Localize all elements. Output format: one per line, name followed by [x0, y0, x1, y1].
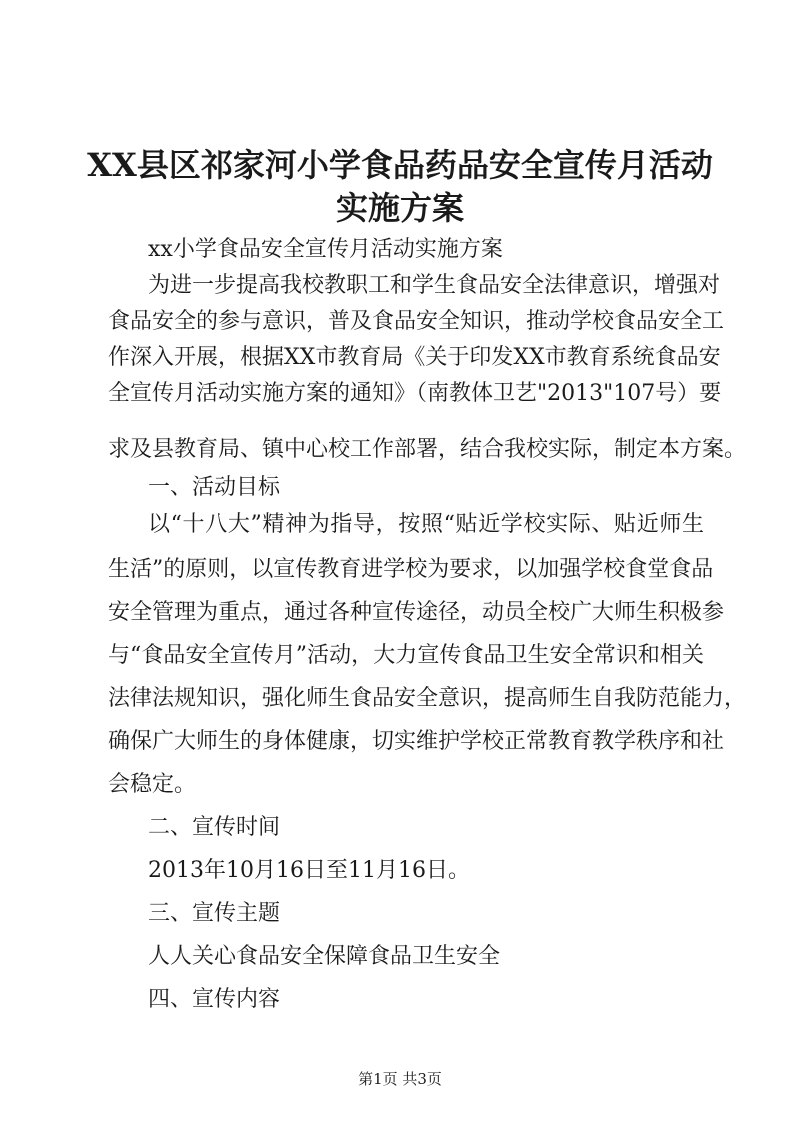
section-heading-content: 四、宣传内容: [148, 987, 281, 1012]
intro-line: 作深入开展，根据XX市教育局《关于印发XX市教育系统食品安: [108, 345, 721, 370]
goal-line: 确保广大师生的身体健康，切实维护学校正常教育教学秩序和社: [108, 729, 725, 754]
goal-line: 与“食品安全宣传月”活动，大力宣传食品卫生安全常识和相关: [108, 643, 704, 668]
section-heading-goal: 一、活动目标: [148, 475, 281, 500]
document-title-line-1: XX县区祁家河小学食品药品安全宣传月活动: [87, 146, 713, 184]
page-footer: 第1页 共3页: [358, 1070, 442, 1088]
time-text: 2013年10月16日至11月16日。: [148, 858, 470, 883]
intro-line: 求及县教育局、镇中心校工作部署，结合我校实际，制定本方案。: [108, 437, 747, 462]
intro-line: 全宣传月活动实施方案的通知》（南教体卫艺"2013"107号）要: [108, 381, 722, 406]
goal-line: 生活”的原则，以宣传教育进学校为要求，以加强学校食堂食品: [108, 557, 714, 582]
goal-line: 以“十八大”精神为指导，按照“贴近学校实际、贴近师生: [148, 512, 704, 537]
intro-line: 为进一步提高我校教职工和学生食品安全法律意识，增强对: [148, 273, 721, 298]
document-subtitle: xx小学食品安全宣传月活动实施方案: [148, 237, 503, 262]
goal-line: 会稳定。: [108, 772, 197, 797]
goal-line: 安全管理为重点，通过各种宣传途径，动员全校广大师生积极参: [108, 600, 725, 625]
intro-line: 食品安全的参与意识，普及食品安全知识，推动学校食品安全工: [108, 309, 725, 334]
section-heading-time: 二、宣传时间: [148, 815, 281, 840]
document-title-line-2: 实施方案: [335, 189, 464, 227]
theme-text: 人人关心食品安全保障食品卫生安全: [148, 944, 501, 969]
section-heading-theme: 三、宣传主题: [148, 901, 281, 926]
goal-line: 法律法规知识，强化师生食品安全意识，提高师生自我防范能力，: [108, 686, 747, 711]
